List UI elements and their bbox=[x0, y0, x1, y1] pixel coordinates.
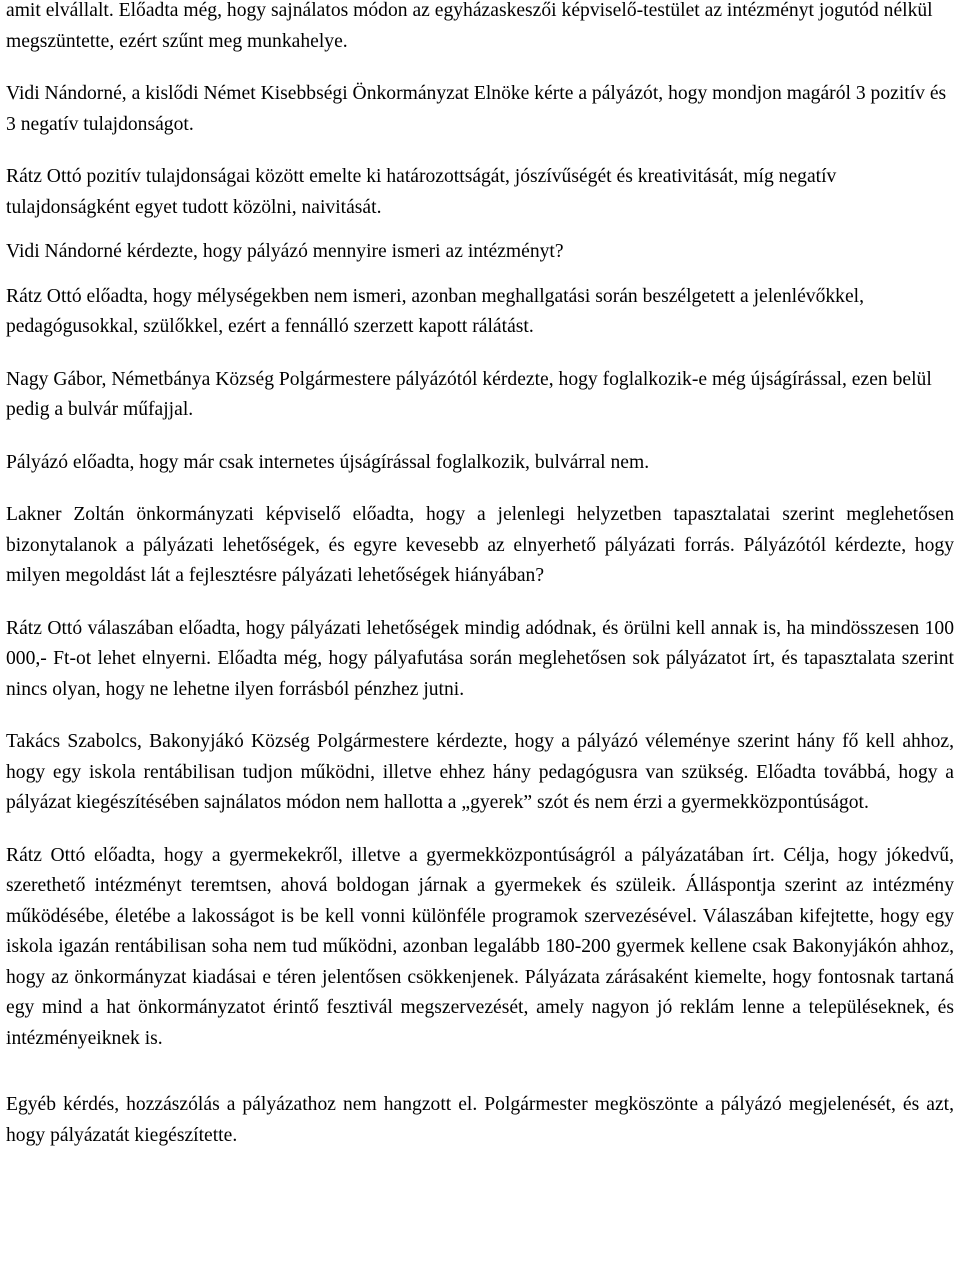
paragraph-6: Nagy Gábor, Németbánya Község Polgármestere pályázótól kérdezte, hogy foglalkozik-e még újságírással, ezen belül pedig a bulvár műfajjal. bbox=[6, 368, 932, 420]
paragraph-9: Rátz Ottó válaszában előadta, hogy pályázati lehetőségek mindig adódnak, és örülni kell annak is, ha mindösszesen 100 000,- Ft-ot lehet elnyerni. Előadta még, hogy pályafutása során meglehetősen sok pályázatot írt, és tapasztalata szerint nincs olyan, hogy ne lehetne ilyen forrásból pénzhez jutni. bbox=[6, 617, 954, 700]
paragraph-3: Rátz Ottó pozitív tulajdonságai között emelte ki határozottságát, jószívűségét és kreativitását, míg negatív tulajdonságként egyet tudott közölni, naivitását. bbox=[6, 166, 837, 218]
paragraph-1: amit elvállalt. Előadta még, hogy sajnálatos módon az egyházaskeszői képviselő-testület az intézményt jogutód nélkül megszüntette, ezért szűnt meg munkahelye. bbox=[6, 0, 933, 52]
paragraph-2: Vidi Nándorné, a kislődi Német Kisebbségi Önkormányzat Elnöke kérte a pályázót, hogy mondjon magáról 3 pozitív és 3 negatív tulajdonságot. bbox=[6, 83, 947, 135]
paragraph-12: Egyéb kérdés, hozzászólás a pályázathoz nem hangzott el. Polgármester megköszönte a pályázó megjelenését, és azt, hogy pályázatát kiegészítette. bbox=[6, 1094, 954, 1146]
paragraph-8: Lakner Zoltán önkormányzati képviselő előadta, hogy a jelenlegi helyzetben tapasztalatai szerint meglehetősen bizonytalanok a pályázati lehetőségek, és egyre kevesebb az elnyerhető pályázati forrás. Pályázótól kérdezte, hogy milyen megoldást lát a fejlesztésre pályázati lehetőségek hiányában? bbox=[6, 504, 954, 586]
document-page bbox=[6, 0, 954, 1173]
paragraph-5: Rátz Ottó előadta, hogy mélységekben nem ismeri, azonban meghallgatási során beszélgetett a jelenlévőkkel, pedagógusokkal, szülőkkel, ezért a fennálló szerzett kapott rálátást. bbox=[6, 285, 865, 337]
paragraph-10: Takács Szabolcs, Bakonyjákó Község Polgármestere kérdezte, hogy a pályázó véleménye szerint hány fő kell ahhoz, hogy egy iskola rentábilisan tudjon működni, illetve ehhez hány pedagógusra van szükség. Előadta továbbá, hogy a pályázat kiegészítésében sajnálatos módon nem hallotta a „gyerek” szót és nem érzi a gyermekközpontúságot. bbox=[6, 731, 954, 813]
paragraph-4: Vidi Nándorné kérdezte, hogy pályázó mennyire ismeri az intézményt? bbox=[6, 241, 564, 262]
paragraph-11: Rátz Ottó előadta, hogy a gyermekekről, illetve a gyermekközpontúságról a pályázatában írt. Célja, hogy jókedvű, szerethető intézményt teremtsen, ahová boldogan járnak a gyermekek és szüleik. Álláspontja szerint az intézmény működésébe, életébe a lakosságot is be kell vonni különféle programok szervezésével. Válaszában kifejtette, hogy egy iskola igazán rentábilisan soha nem tud működni, azonban legalább 180-200 gyermek kellene csak Bakonyjákón ahhoz, hogy az önkormányzat kiadásai e téren jelentősen csökkenjenek. Pályázata zárásaként kiemelte, hogy fontosnak tartaná egy mind a hat önkormányzatot érintő fesztivál megszervezését, amely nagyon jó reklám lenne a településeknek, és intézményeiknek is. bbox=[6, 844, 954, 1049]
paragraph-7: Pályázó előadta, hogy már csak internetes újságírással foglalkozik, bulvárral nem. bbox=[6, 451, 650, 473]
